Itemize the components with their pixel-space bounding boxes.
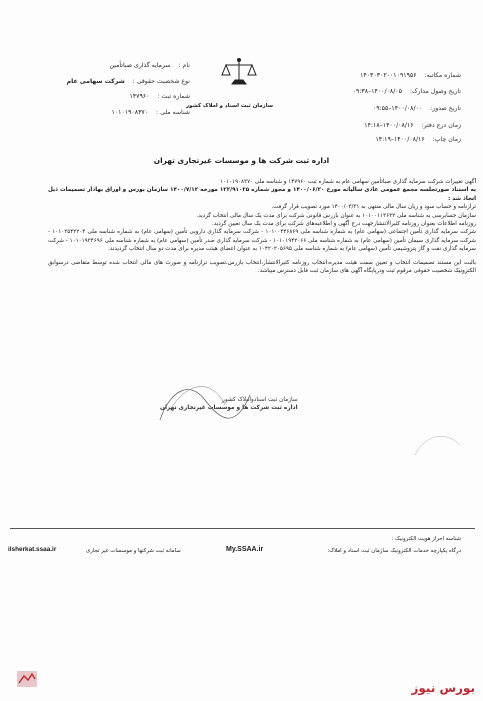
stamp-line-1: سازمان ثبت اسنادواملاک کشور bbox=[222, 397, 298, 403]
body-paragraph-5: روزنامه اطلاعات بعنوان روزنامه کثیرالانتشارجهت درج آگهی و اطلاعیه‌های شرکت برای مدت یک سال تعیین گردید. bbox=[211, 221, 476, 228]
sherkat-link[interactable]: ilsherkat.ssaa.ir bbox=[8, 546, 57, 553]
stamp-line-2: اداره ثبت شرکت ها و موسسات غیرتجاری تهران bbox=[160, 405, 298, 411]
margin-mark bbox=[410, 425, 470, 465]
header-print-time: زمان چاپ: ۱۴۰۰/۰۸/۱۶–۱۴:۱۹ bbox=[375, 136, 461, 143]
footer-system: سامانه ثبت شرکتها و موسسات غیر تجاری bbox=[86, 548, 181, 554]
header-national: شناسه ملی : ۱۰۱۰۱۹۰۸۳۷۰ bbox=[111, 109, 190, 116]
header-type: نوع شخصیت حقوقی : شرکت سهامی عام bbox=[66, 78, 190, 85]
footer-auth-id: شناسه احراز هویت الکترونیک : bbox=[391, 536, 461, 542]
portal-link[interactable]: My.SSAA.ir bbox=[226, 546, 264, 553]
header-name: نام : سرمایه گذاری صباتأمین bbox=[109, 62, 190, 69]
emblem-caption: سازمان ثبت اسناد و املاک کشور bbox=[186, 103, 274, 109]
header-record-time: زمان درج دفتر: ۱۴۰۰/۰۸/۱۶–۱۴:۱۸ bbox=[364, 122, 461, 129]
body-paragraph-2: به استناد صورتجلسه مجمع عمومی عادی سالیانه مورخ ۱۴۰۰/۰۶/۲۰ و مجوز شماره ۱۲۲/۹۱۰۲۵ مورخه ۱۴۰۰/۷/۱۲ سازمان بورس و اوراق بهادار تصمیمات ذیل اتخاذ شد : bbox=[48, 187, 476, 202]
watermark-label: بورس نیوز bbox=[411, 681, 475, 695]
footer-portal: درگاه یکپارچه خدمات الکترونیک سازمان ثبت اسناد و املاک: bbox=[327, 548, 461, 554]
header-doc-date: تاریخ وصول مدارک: ۱۴۰۰/۰۸/۰۵–۰۹:۳۸ bbox=[352, 88, 461, 95]
header-reg-no: شماره مکاتبه: ۱۴۰۳۰۳۰۲۰۰۱۰۹۱۹۵۶ bbox=[360, 72, 461, 79]
footer-divider bbox=[10, 528, 475, 529]
header-reg: شماره ثبت : ۱۴۷۹۶۰ bbox=[129, 93, 190, 100]
document-title: اداره ثبت شرکت ها و موسسات غیرتجاری تهران bbox=[153, 156, 330, 165]
body-paragraph-1: آگهی تغییرات شرکت سرمایه گذاری صباتأمین سهامی عام به شماره ثبت ۱۴۷۹۶۰ و شناسه ملی ۱۰۱۰۱۹۰۸۳۷۰ bbox=[220, 179, 476, 185]
header-issue-date: تاریخ صدور: ۱۴۰۰/۰۸/۰۰–۰۹:۵۵ bbox=[372, 105, 461, 112]
announcement-body bbox=[48, 178, 476, 275]
body-paragraph-4: سازمان حسابرسی به شناسه ملی ۱۰۱۰۰۱۱۳۶۳۲ به عنوان بازرس قانونی شرکت برای مدت یک سال مالی انتخاب گردید. bbox=[196, 212, 476, 219]
body-paragraph-6: شرکت سرمایه گذاری تأمین اجتماعی (سهامی عام) به شماره شناسه ملی ۱۰۱۰۰۴۴۶۸۶۹ - شرکت سرمایه گذاری دارویی تأمین (سهامی عام) به شماره شناسه ملی ۱۰۱۰۲۵۴۲۲۰۴ - شرکت سرمایه گذاری سیمان تأمین (سهامی عام) به شماره شناسه ملی ۱۰۱۰۱۹۴۲۰۶۶ - شرکت سرمایه گذاری صدر تأمین (سهامی عام) به شماره شناسه ملی ۱۰۱۰۱۹۳۴۶۹۶ - شرکت سرمایه گذاری نفت و گاز پتروشیمی تأمین (سهامی عام) به شماره شناسه ملی ۱۰۴۲۰۲۰۵۶۹۵ به عنوان اعضای هیئت مدیره برای مدت دو سال انتخاب گردیدند. bbox=[48, 229, 476, 253]
registry-emblem-icon bbox=[200, 56, 278, 100]
body-paragraph-7: بالبت این مستند تصمیمات انتخاب و تعیین سمت هیئت مدیره،انتخاب روزنامه کثیرالانتشار،انتخاب بازرس،تصویب ترازنامه و صورت های مالی انتخاب شده توسط متقاضی درسوابق الکترونیک شخصیت حقوقی مرقوم ثبت ودرپایگاه آگهی های سازمان ثبت قابل دسترس میباشد. bbox=[48, 259, 476, 275]
publisher-logo-icon bbox=[14, 665, 40, 691]
body-paragraph-3: ترازنامه و حساب سود و زیان سال مالی منتهی به ۱۴۰۰/۰۳/۳۱ مورد تصویب قرار گرفت. bbox=[271, 204, 476, 211]
signature-scribble bbox=[150, 360, 260, 440]
